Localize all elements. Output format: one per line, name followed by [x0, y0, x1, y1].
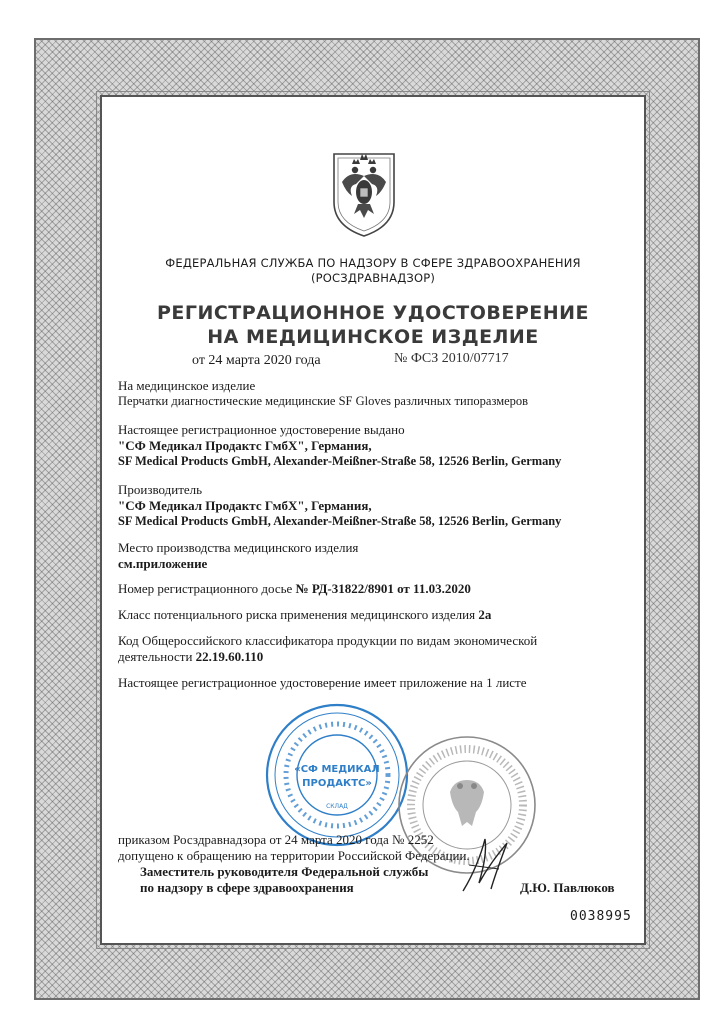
production-site-value: см.приложение: [118, 556, 208, 571]
appendix-note: Настоящее регистрационное удостоверение имеет приложение на 1 листе: [118, 675, 527, 690]
manufacturer-label: Производитель: [118, 482, 203, 497]
registration-number: № ФСЗ 2010/07717: [394, 351, 509, 366]
agency-abbrev: (РОСЗДРАВНАДЗОР): [310, 271, 436, 285]
production-site-label: Место производства медицинского изделия: [118, 540, 359, 555]
device-value: Перчатки диагностические медицинские SF Gloves различных типоразмеров: [118, 394, 529, 408]
risk-class-label: Класс потенциального риска применения медицинского изделия: [118, 607, 476, 622]
okpd-row: [118, 649, 263, 664]
manufacturer-name: "СФ Медикал Продактс ГмбХ", Германия,: [118, 498, 372, 513]
device-label: На медицинское изделие: [118, 378, 256, 393]
document-title-line2: НА МЕДИЦИНСКОЕ ИЗДЕЛИЕ: [207, 326, 539, 348]
issued-to-label: Настоящее регистрационное удостоверение выдано: [118, 422, 405, 437]
risk-class-value: 2а: [478, 607, 492, 622]
order-reference: приказом Росздравнадзора от 24 марта 2020 года № 2252: [118, 832, 434, 847]
okpd-label-line2: деятельности: [118, 649, 193, 664]
stamp-center-line1: «СФ МЕДИКАЛ: [294, 764, 380, 775]
risk-class-row: [118, 607, 491, 622]
signer-name: Д.Ю. Павлюков: [520, 880, 615, 895]
serial-number: 0038995: [570, 909, 632, 924]
signature-mark: [455, 835, 515, 895]
okpd-label-line1: Код Общероссийского классификатора продукции по видам экономической: [118, 633, 538, 648]
manufacturer-address: SF Medical Products GmbH, Alexander-Meißner-Straße 58, 12526 Berlin, Germany: [118, 514, 562, 528]
document-title-line1: РЕГИСТРАЦИОННОЕ УДОСТОВЕРЕНИЕ: [156, 302, 590, 324]
circulation-permission: допущено к обращению на территории Российской Федерации.: [118, 848, 470, 863]
signer-title-line1: Заместитель руководителя Федеральной службы: [140, 864, 429, 879]
issued-to-name: "СФ Медикал Продактс ГмбХ", Германия,: [118, 438, 372, 453]
state-emblem-icon: [330, 148, 398, 238]
okpd-value: 22.19.60.110: [195, 649, 264, 664]
issued-to-address: SF Medical Products GmbH, Alexander-Meißner-Straße 58, 12526 Berlin, Germany: [118, 454, 562, 468]
company-stamp: [262, 700, 412, 850]
dossier-row: [118, 581, 471, 596]
issue-date: от 24 марта 2020 года: [192, 353, 321, 368]
signer-title-line2: по надзору в сфере здравоохранения: [140, 880, 354, 895]
agency-name: ФЕДЕРАЛЬНАЯ СЛУЖБА ПО НАДЗОРУ В СФЕРЕ ЗДРАВООХРАНЕНИЯ: [165, 256, 581, 270]
stamp-bottom-word: СКЛАД: [326, 803, 348, 810]
dossier-value: № РД-31822/8901 от 11.03.2020: [295, 581, 471, 596]
stamp-center-line2: ПРОДАКТС»: [302, 778, 372, 789]
dossier-label: Номер регистрационного досье: [118, 581, 293, 596]
